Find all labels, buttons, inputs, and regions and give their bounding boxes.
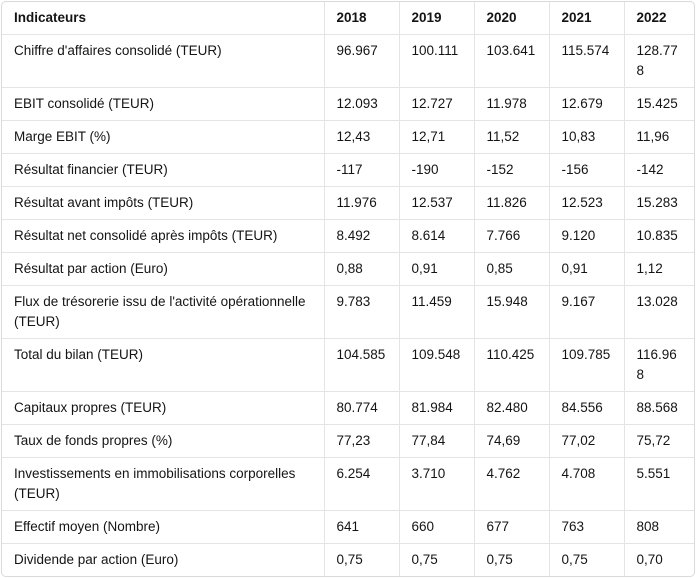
value-cell: 6.254 — [324, 458, 399, 511]
value-cell: -117 — [324, 154, 399, 187]
value-cell: 128.778 — [624, 35, 694, 88]
value-cell: 3.710 — [399, 458, 474, 511]
table-row — [2, 286, 694, 339]
value-cell: 12,71 — [399, 121, 474, 154]
row-label-cell: Marge EBIT (%) — [2, 121, 324, 154]
value-cell: 0,75 — [324, 544, 399, 577]
value-cell: 80.774 — [324, 392, 399, 425]
table-row — [2, 121, 694, 154]
indicators-table — [2, 2, 694, 576]
value-cell: 660 — [399, 511, 474, 544]
header-cell-year: 2022 — [624, 2, 694, 35]
value-cell: 12.727 — [399, 88, 474, 121]
value-cell: 116.968 — [624, 339, 694, 392]
value-cell: 77,02 — [549, 425, 624, 458]
row-label-cell: Résultat financier (TEUR) — [2, 154, 324, 187]
table-row — [2, 253, 694, 286]
value-cell: 104.585 — [324, 339, 399, 392]
value-cell: 109.548 — [399, 339, 474, 392]
row-label-cell: Résultat avant impôts (TEUR) — [2, 187, 324, 220]
row-label-cell: Flux de trésorerie issu de l'activité opérationnelle (TEUR) — [2, 286, 324, 339]
value-cell: 0,91 — [399, 253, 474, 286]
value-cell: 77,84 — [399, 425, 474, 458]
value-cell: 12.537 — [399, 187, 474, 220]
table-row — [2, 392, 694, 425]
value-cell: 11.978 — [474, 88, 549, 121]
value-cell: 763 — [549, 511, 624, 544]
value-cell: 7.766 — [474, 220, 549, 253]
value-cell: 8.492 — [324, 220, 399, 253]
row-label-cell: Résultat net consolidé après impôts (TEUR) — [2, 220, 324, 253]
row-label-cell: Total du bilan (TEUR) — [2, 339, 324, 392]
value-cell: 0,70 — [636, 552, 663, 567]
value-cell: 81.984 — [399, 392, 474, 425]
value-cell: 100.111 — [399, 35, 474, 88]
header-cell-year: 2018 — [324, 2, 399, 35]
value-cell: 11.976 — [324, 187, 399, 220]
header-cell-year: 2019 — [399, 2, 474, 35]
value-cell: 15.948 — [474, 286, 549, 339]
row-label-cell: Dividende par action (Euro) — [2, 544, 324, 577]
value-cell: -190 — [399, 154, 474, 187]
value-cell: 110.425 — [474, 339, 549, 392]
value-cell: 115.574 — [549, 35, 624, 88]
header-cell-indicateurs: Indicateurs — [2, 2, 324, 35]
value-cell: 0,75 — [549, 544, 624, 577]
value-cell: 77,23 — [324, 425, 399, 458]
table-row — [2, 458, 694, 511]
row-label-cell: Capitaux propres (TEUR) — [2, 392, 324, 425]
row-label-cell: Investissements en immobilisations corporelles (TEUR) — [2, 458, 324, 511]
header-cell-year: 2021 — [549, 2, 624, 35]
value-cell: 11.826 — [474, 187, 549, 220]
table-header-row — [2, 2, 694, 35]
value-cell: 10.835 — [624, 220, 694, 253]
value-cell: -152 — [474, 154, 549, 187]
table-row — [2, 511, 694, 544]
table-row — [2, 339, 694, 392]
value-cell: -142 — [624, 154, 694, 187]
value-cell: 10,83 — [549, 121, 624, 154]
value-cell: 15.283 — [624, 187, 694, 220]
value-cell: 641 — [324, 511, 399, 544]
value-cell: 0,75 — [399, 544, 474, 577]
value-cell: 15.425 — [624, 88, 694, 121]
value-cell: 12,43 — [324, 121, 399, 154]
table-row — [2, 220, 694, 253]
value-cell: 11,96 — [624, 121, 694, 154]
value-cell: 12.523 — [549, 187, 624, 220]
value-cell: 88.568 — [624, 392, 694, 425]
table-row — [2, 425, 694, 458]
value-cell: 4.708 — [549, 458, 624, 511]
header-cell-year: 2020 — [474, 2, 549, 35]
value-cell: 1,12 — [624, 253, 694, 286]
value-cell: 75,72 — [624, 425, 694, 458]
value-cell: 96.967 — [324, 35, 399, 88]
value-cell: 11.459 — [399, 286, 474, 339]
indicators-table-card — [1, 1, 695, 577]
table-header — [2, 2, 694, 35]
value-cell: 13.028 — [624, 286, 694, 339]
value-cell: 0,75 — [474, 544, 549, 577]
value-cell: 74,69 — [474, 425, 549, 458]
value-cell: 9.783 — [324, 286, 399, 339]
value-cell: 109.785 — [549, 339, 624, 392]
value-cell: 84.556 — [549, 392, 624, 425]
row-label-cell: Chiffre d'affaires consolidé (TEUR) — [2, 35, 324, 88]
value-cell: 4.762 — [474, 458, 549, 511]
table-row — [2, 187, 694, 220]
table-row — [2, 35, 694, 88]
table-body — [2, 35, 694, 577]
value-cell: 0,91 — [549, 253, 624, 286]
value-cell: 11,52 — [474, 121, 549, 154]
value-cell: 808 — [624, 511, 694, 544]
table-row — [2, 154, 694, 187]
value-cell: 9.167 — [549, 286, 624, 339]
value-cell: -156 — [549, 154, 624, 187]
row-label-cell: Résultat par action (Euro) — [2, 253, 324, 286]
value-cell: 82.480 — [474, 392, 549, 425]
table-row — [2, 88, 694, 121]
value-cell: 8.614 — [399, 220, 474, 253]
value-cell: 12.093 — [324, 88, 399, 121]
value-cell: 5.551 — [624, 458, 694, 511]
row-label-cell: Taux de fonds propres (%) — [2, 425, 324, 458]
value-cell: 677 — [474, 511, 549, 544]
row-label-cell: Effectif moyen (Nombre) — [2, 511, 324, 544]
table-row — [2, 544, 694, 577]
row-label-cell: EBIT consolidé (TEUR) — [2, 88, 324, 121]
value-cell: 9.120 — [549, 220, 624, 253]
value-cell: 0,85 — [474, 253, 549, 286]
value-cell: 0,88 — [324, 253, 399, 286]
value-cell: 12.679 — [549, 88, 624, 121]
value-cell: 103.641 — [474, 35, 549, 88]
